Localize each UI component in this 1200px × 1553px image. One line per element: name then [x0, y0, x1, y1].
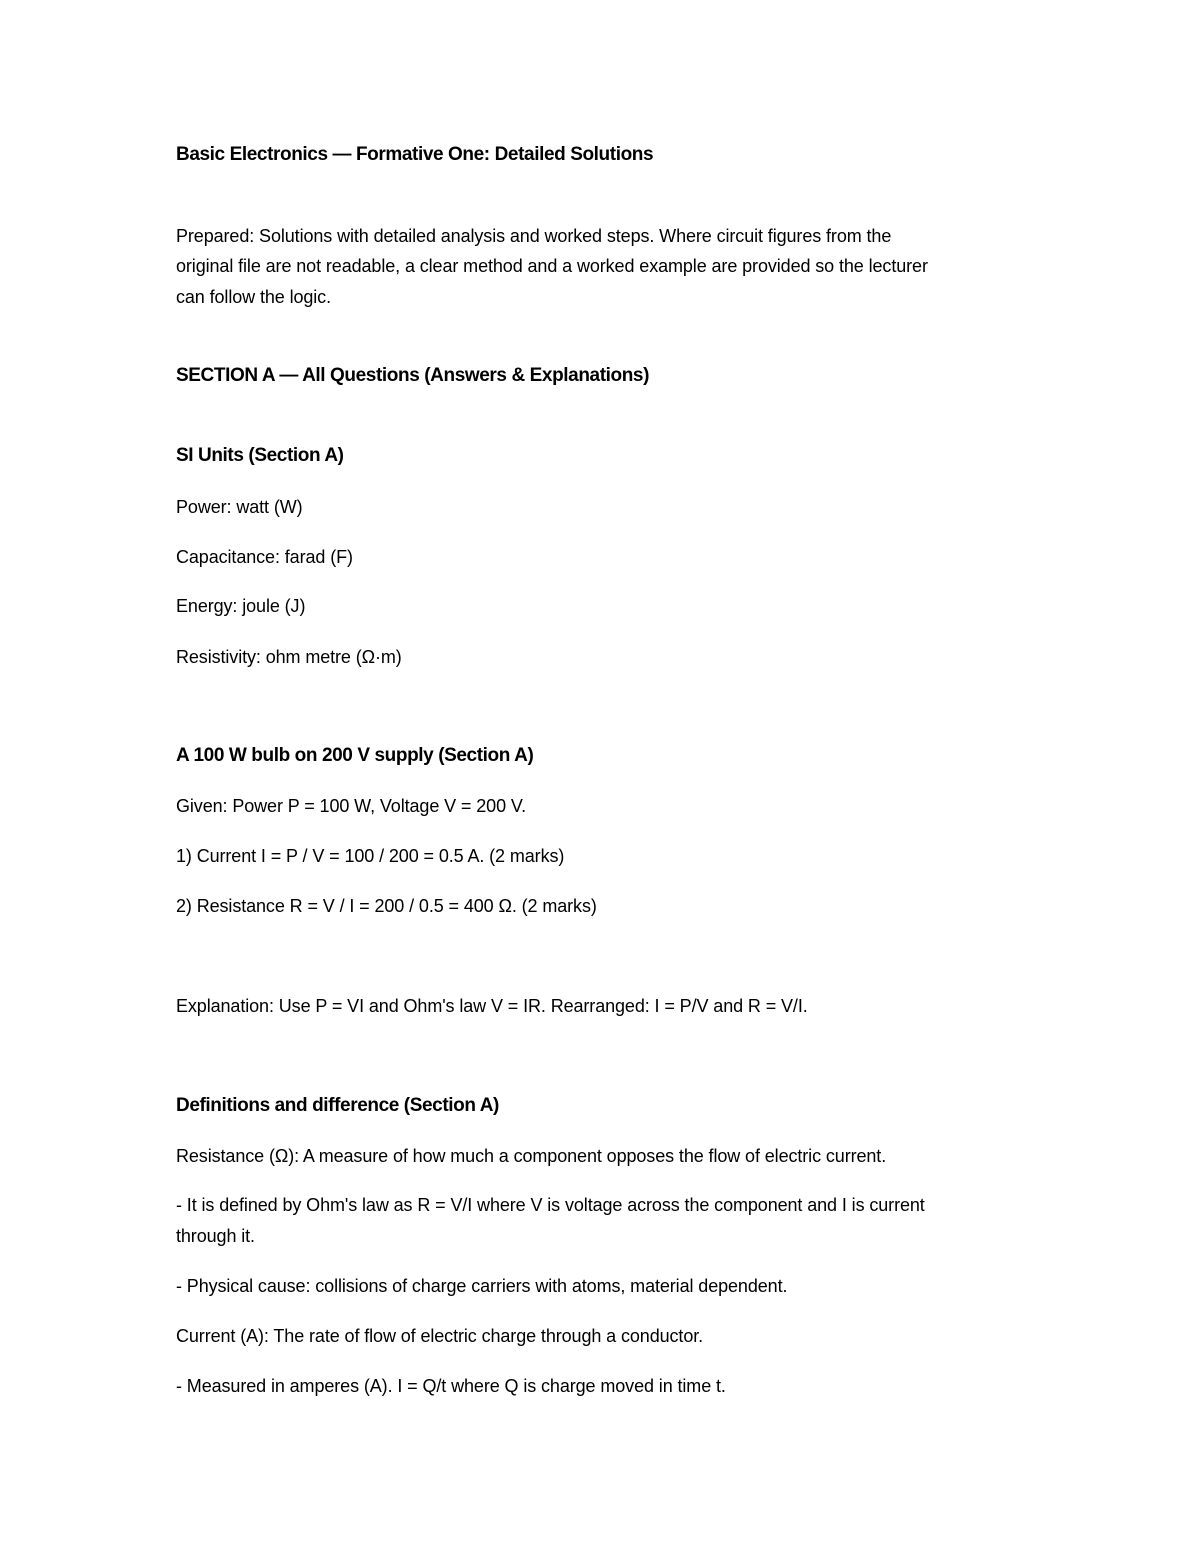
prepared-line-2: original file are not readable, a clear method and a worked example are provided so the lecturer [176, 256, 928, 276]
bulb-step-resistance: 2) Resistance R = V / I = 200 / 0.5 = 400 Ω. (2 marks) [176, 896, 597, 916]
bulb-given: Given: Power P = 100 W, Voltage V = 200 V. [176, 796, 527, 816]
definition-resistance-ohm-line-1: - It is defined by Ohm's law as R = V/I where V is voltage across the component and I is current [176, 1195, 925, 1215]
definition-resistance-ohm-line-2: through it. [176, 1226, 255, 1246]
bulb-heading: A 100 W bulb on 200 V supply (Section A) [176, 745, 534, 766]
bulb-step-current: 1) Current I = P / V = 100 / 200 = 0.5 A. (2 marks) [176, 846, 565, 866]
si-units-heading: SI Units (Section A) [176, 445, 344, 466]
definition-current-measured: - Measured in amperes (A). I = Q/t where Q is charge moved in time t. [176, 1376, 726, 1396]
definition-current: Current (A): The rate of flow of electric charge through a conductor. [176, 1326, 704, 1346]
bulb-explanation: Explanation: Use P = VI and Ohm's law V = IR. Rearranged: I = P/V and R = V/I. [176, 996, 808, 1016]
si-unit-energy: Energy: joule (J) [176, 596, 306, 616]
si-unit-power: Power: watt (W) [176, 497, 303, 517]
prepared-line-3: can follow the logic. [176, 287, 331, 307]
si-unit-capacitance: Capacitance: farad (F) [176, 547, 353, 567]
definitions-heading: Definitions and difference (Section A) [176, 1095, 499, 1116]
document-title: Basic Electronics — Formative One: Detailed Solutions [176, 144, 654, 165]
section-a-heading: SECTION A — All Questions (Answers & Explanations) [176, 365, 650, 386]
si-unit-resistivity: Resistivity: ohm metre (Ω·m) [176, 647, 402, 667]
definition-resistance-cause: - Physical cause: collisions of charge carriers with atoms, material dependent. [176, 1276, 788, 1296]
definition-resistance: Resistance (Ω): A measure of how much a component opposes the flow of electric current. [176, 1146, 887, 1166]
prepared-line-1: Prepared: Solutions with detailed analysis and worked steps. Where circuit figures from the [176, 226, 892, 246]
